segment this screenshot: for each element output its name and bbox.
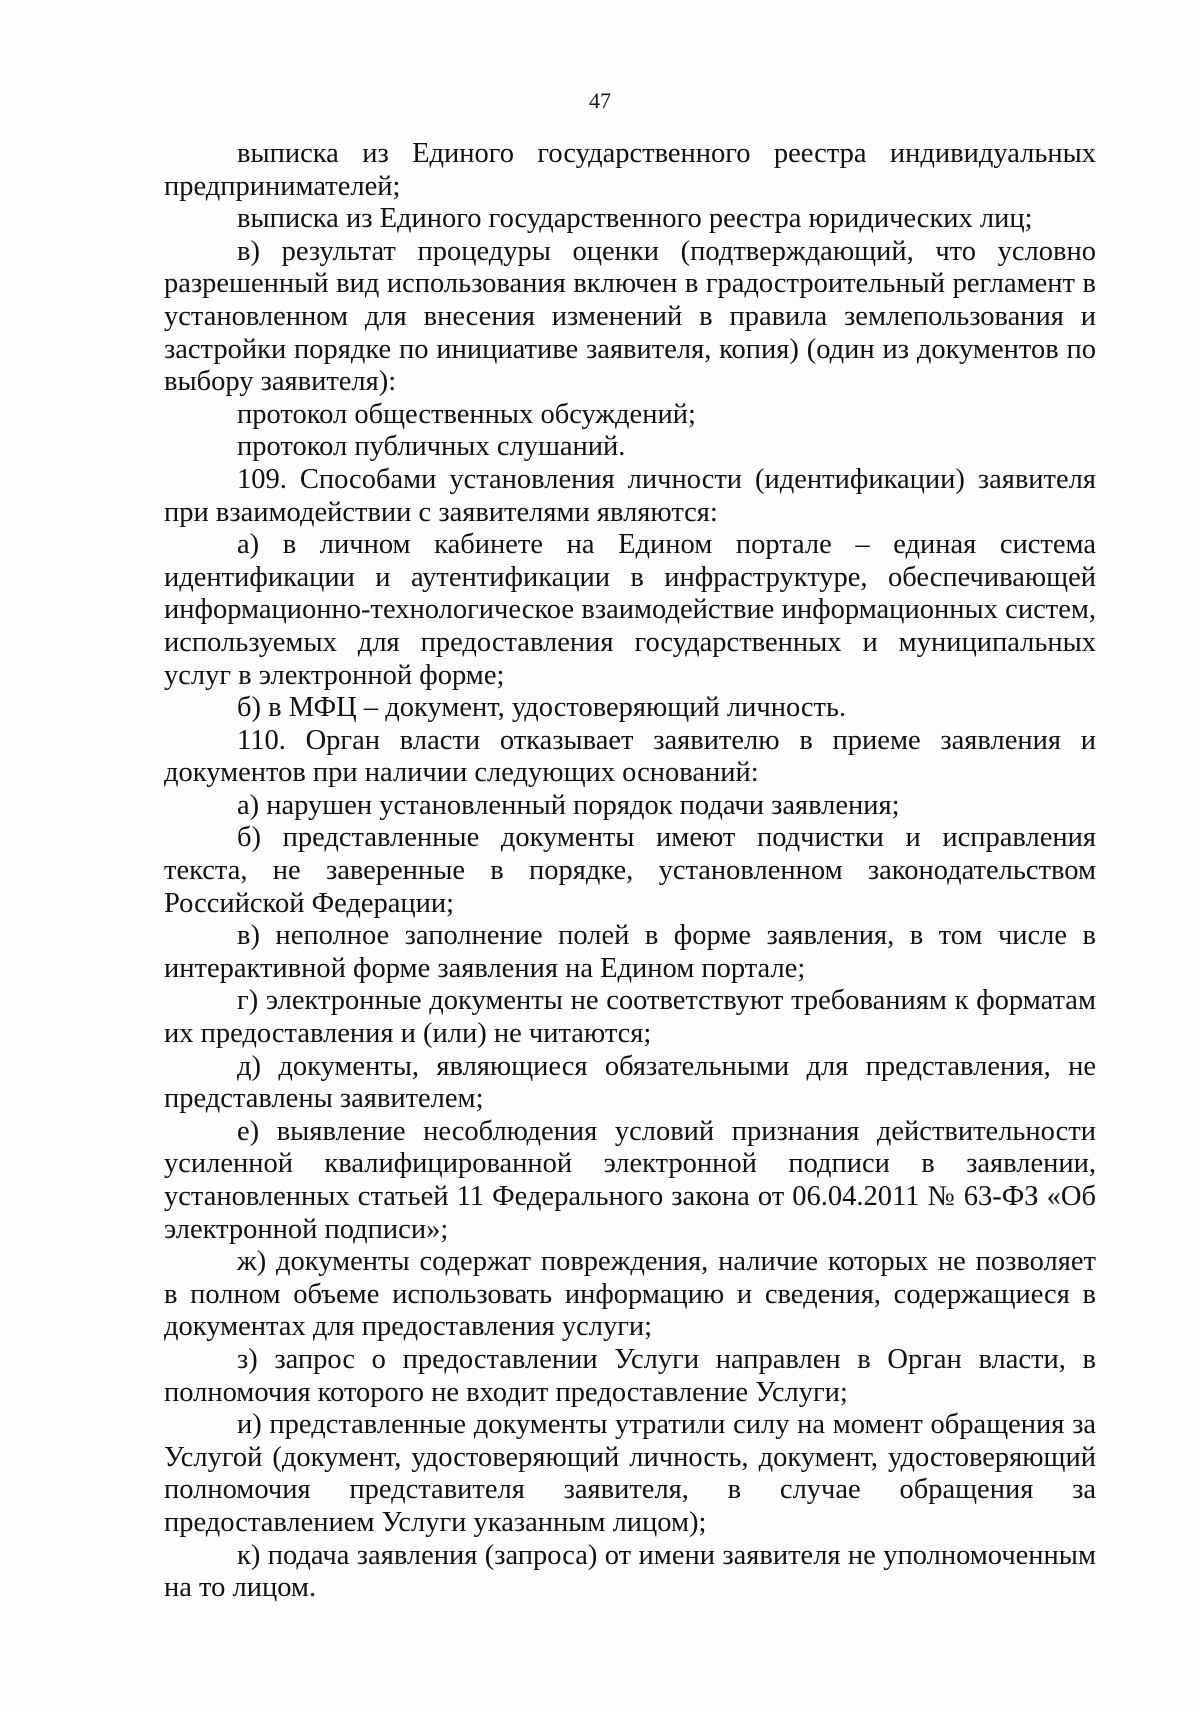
paragraph: е) выявление несоблюдения условий признания действительности усиленной квалифицированной электронной подписи в заявлении, установленных статьей 11 Федерального закона от 06.04.2011 № 63-ФЗ «Об электронной подписи»; (164, 1115, 1096, 1245)
paragraph: 109. Способами установления личности (идентификации) заявителя при взаимодействии с заявителями являются: (164, 463, 1096, 528)
paragraph: б) в МФЦ – документ, удостоверяющий личность. (237, 692, 847, 724)
paragraph: протокол публичных слушаний. (237, 431, 626, 463)
page-number: 47 (589, 88, 611, 113)
paragraph: выписка из Единого государственного реестра юридических лиц; (237, 203, 1033, 235)
paragraph: б) представленные документы имеют подчистки и исправления текста, не заверенные в порядке, установленном законодательством Российской Федерации; (164, 822, 1096, 919)
paragraph: д) документы, являющиеся обязательными для представления, не представлены заявителем; (164, 1050, 1096, 1115)
paragraph: г) электронные документы не соответствуют требованиям к форматам их предоставления и (или) не читаются; (164, 985, 1096, 1050)
paragraph: 110. Орган власти отказывает заявителю в приеме заявления и документов при наличии следующих оснований: (164, 724, 1096, 789)
document-body (164, 138, 1096, 1605)
paragraph: а) нарушен установленный порядок подачи заявления; (237, 789, 900, 821)
paragraph: в) неполное заполнение полей в форме заявления, в том числе в интерактивной форме заявления на Едином портале; (164, 920, 1096, 984)
paragraph: выписка из Единого государственного реестра индивидуальных предпринимателей; (164, 138, 1096, 202)
paragraph: протокол общественных обсуждений; (237, 398, 696, 430)
paragraph: а) в личном кабинете на Едином портале – единая система идентификации и аутентификации в инфраструктуре, обеспечивающей информационно-технологическое взаимодействие информационных систем, используемых для предоставления государственных и муниципальных услуг в электронной форме; (164, 529, 1096, 691)
paragraph: з) запрос о предоставлении Услуги направлен в Орган власти, в полномочия которого не входит предоставление Услуги; (164, 1343, 1096, 1408)
paragraph: ж) документы содержат повреждения, наличие которых не позволяет в полном объеме использовать информацию и сведения, содержащиеся в документах для предоставления услуги; (164, 1246, 1096, 1343)
paragraph: к) подача заявления (запроса) от имени заявителя не уполномоченным на то лицом. (164, 1539, 1096, 1604)
paragraph: и) представленные документы утратили силу на момент обращения за Услугой (документ, удостоверяющий личность, документ, удостоверяющий полномочия представителя заявителя, в случае обращения за предоставлением Услуги указанным лицом); (164, 1409, 1096, 1538)
paragraph: в) результат процедуры оценки (подтверждающий, что условно разрешенный вид использования включен в градостроительный регламент в установленном для внесения изменений в правила землепользования и застройки порядке по инициативе заявителя, копия) (один из документов по выбору заявителя): (164, 235, 1096, 398)
